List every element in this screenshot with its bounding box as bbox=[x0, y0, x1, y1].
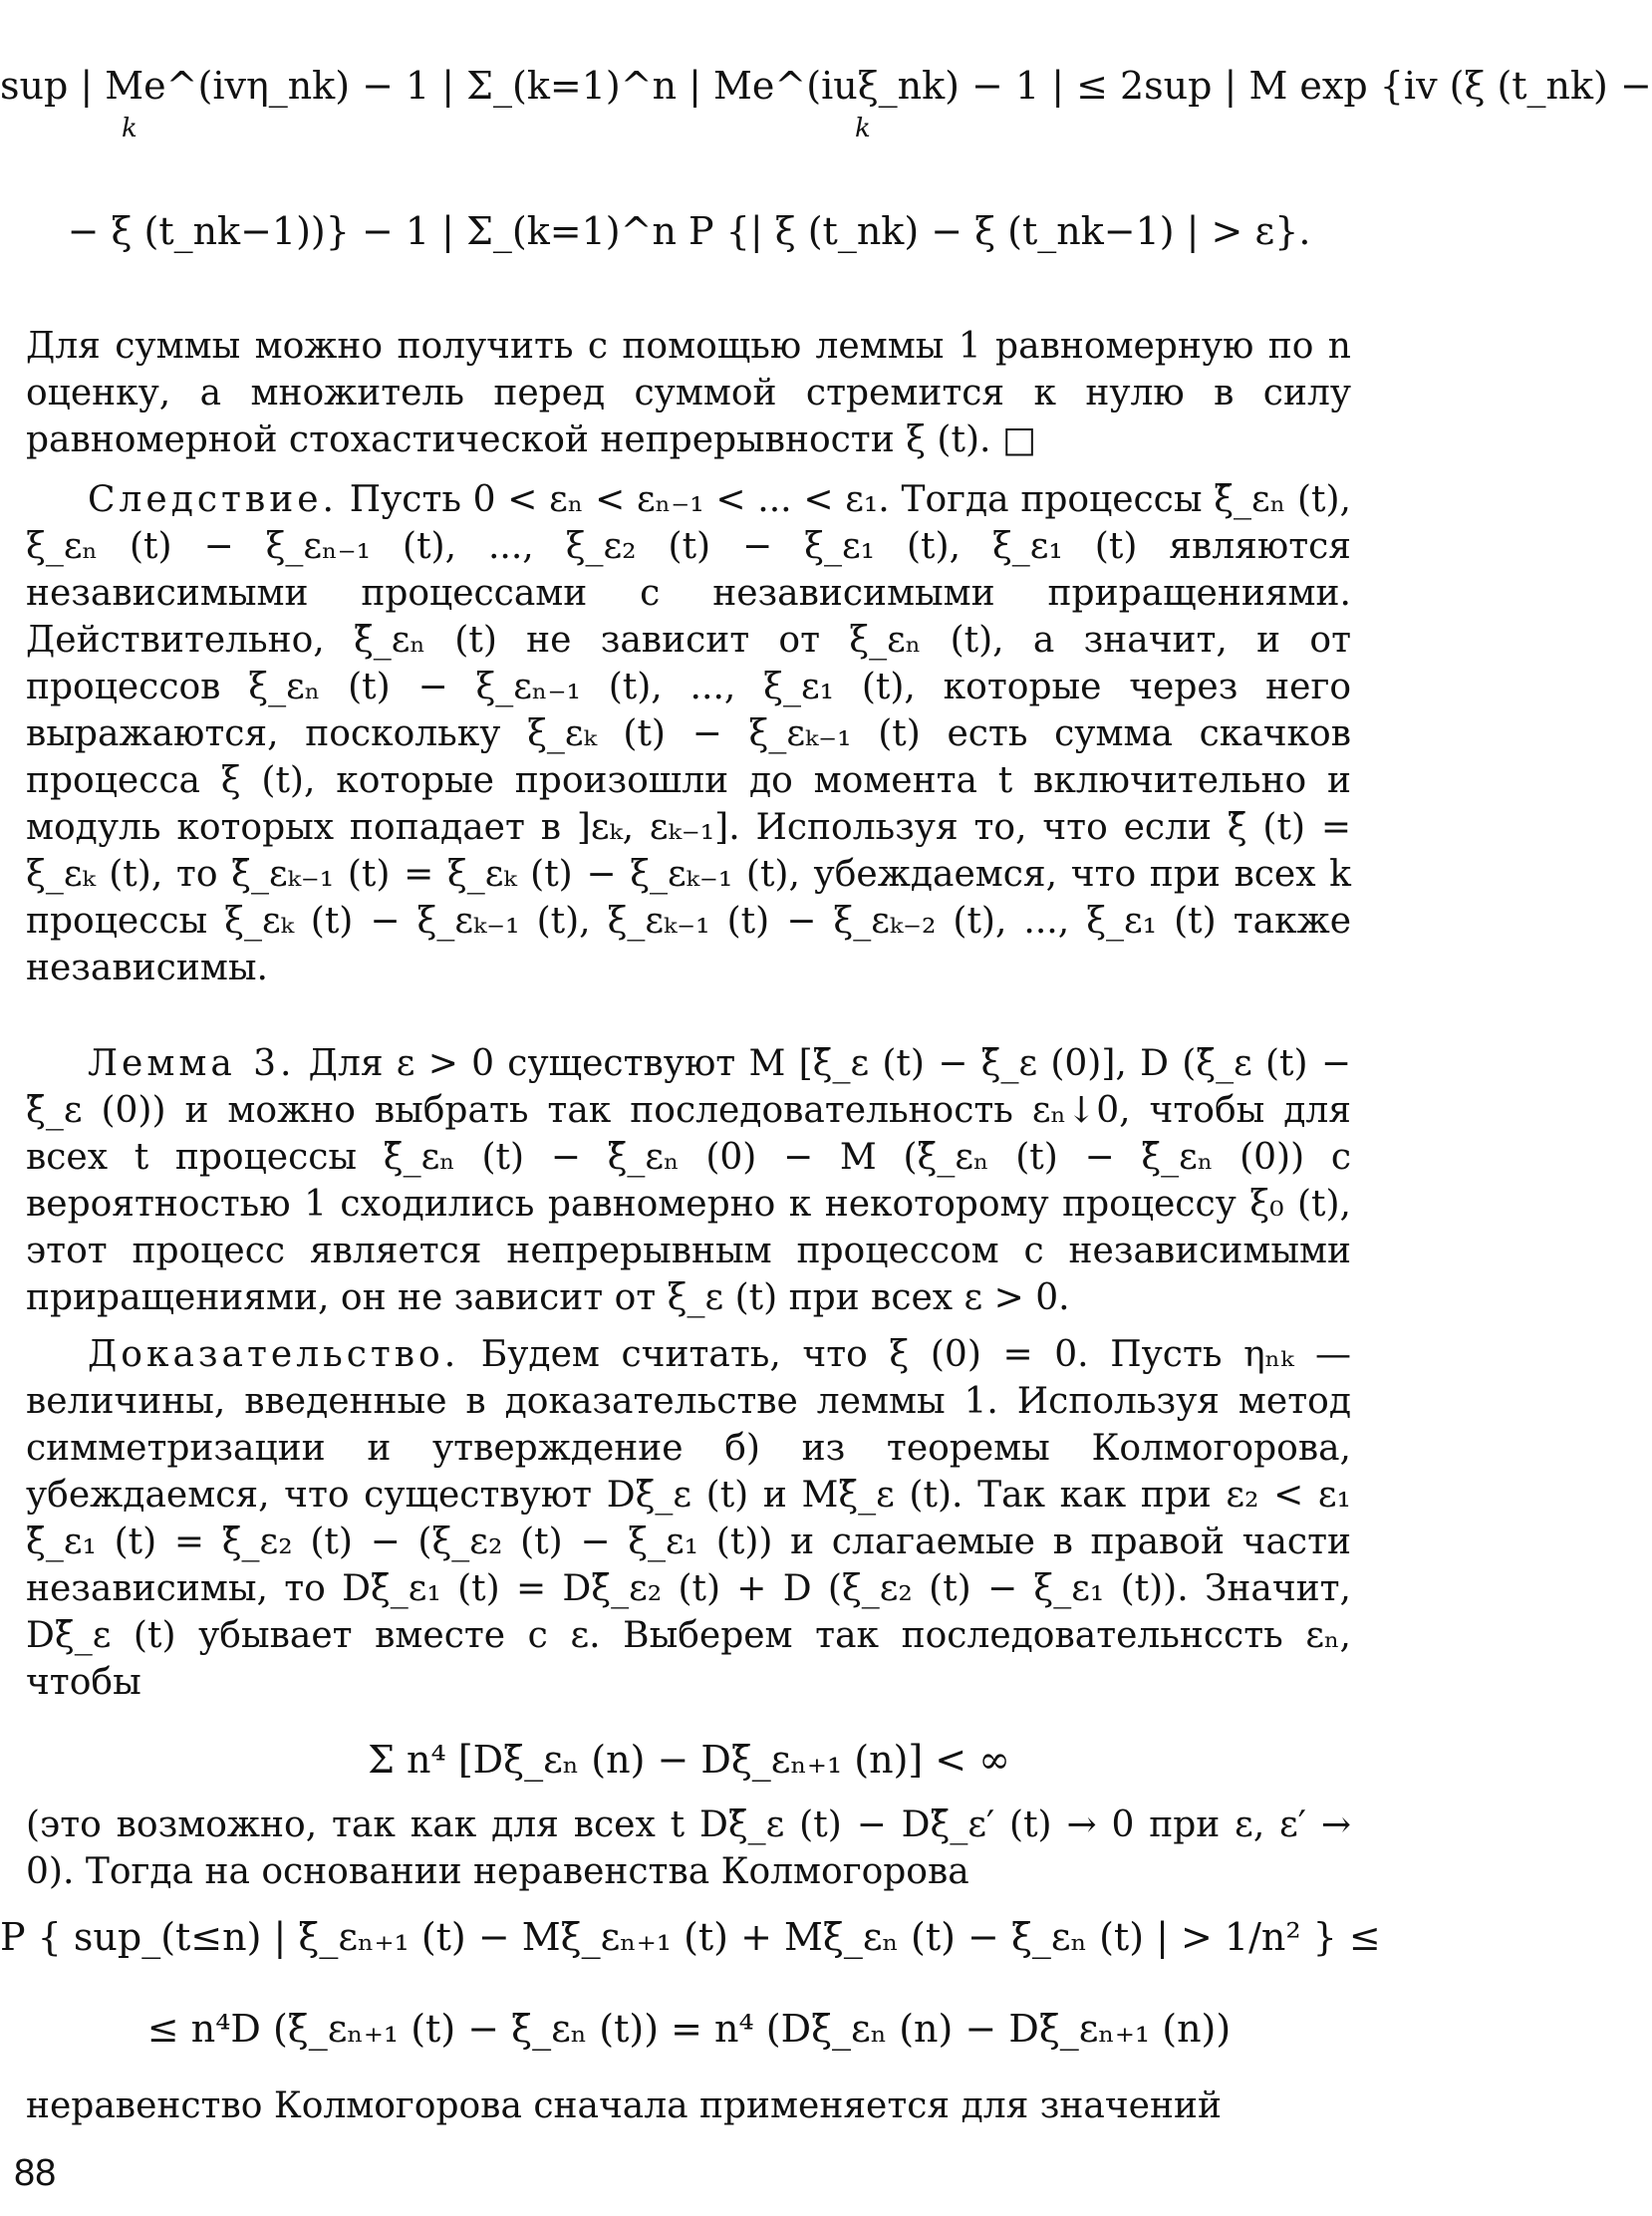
paragraph-lemma-3 bbox=[26, 1040, 1351, 1321]
corollary-text: Пусть 0 < εₙ < εₙ₋₁ < ... < ε₁. Тогда процессы ξ̄_εₙ (t), ξ_εₙ (t) − ξ_εₙ₋₁ (t), ..., ξ_ε₂ (t) − ξ_ε₁ (t), ξ_ε₁ (t) являются независимыми процессами с независимыми приращениями. Действительно, ξ̄_εₙ (t) не зависит от ξ_εₙ (t), а значит, и от процессов ξ_εₙ (t) − ξ_εₙ₋₁ (t), ..., ξ_ε₁ (t), которые через него выражаются, поскольку ξ_εₖ (t) − ξ_εₖ₋₁ (t) есть сумма скачков процесса ξ (t), которые произошли до момента t включительно и модуль которых попадает в ]εₖ, εₖ₋₁]. Используя то, что если ξ̄ (t) = ξ_εₖ (t), то ξ̄_εₖ₋₁ (t) = ξ_εₖ (t) − ξ_εₖ₋₁ (t), убеждаемся, что при всех k процессы ξ_εₖ (t) − ξ_εₖ₋₁ (t), ξ_εₖ₋₁ (t) − ξ_εₖ₋₂ (t), ..., ξ_ε₁ (t) также независимы. bbox=[26, 479, 1351, 988]
formula-series-condition: Σ n⁴ [Dξ̄_εₙ (n) − Dξ̄_εₙ₊₁ (n)] < ∞ bbox=[368, 1738, 1010, 1782]
lemma-3-text: Для ε > 0 существуют M [ξ̄_ε (t) − ξ̄_ε (0)], D (ξ̄_ε (t) − ξ̄_ε (0)) и можно выбрать так последовательность εₙ↓0, чтобы для всех t процессы ξ̄_εₙ (t) − ξ̄_εₙ (0) − M (ξ̄_εₙ (t) − ξ̄_εₙ (0)) с вероятностью 1 сходились равномерно к некоторому процессу ξ₀ (t), этот процесс является непрерывным процессом с независимыми приращениями, он не зависит от ξ_ε (t) при всех ε > 0. bbox=[26, 1043, 1351, 1318]
paragraph-sum-estimate: Для суммы можно получить с помощью леммы 1 равномерную по n оценку, а множитель перед суммой стремится к нулю в силу равномерной стохастической непрерывности ξ (t). □ bbox=[26, 326, 1351, 460]
formula-limit-k-left: k bbox=[122, 114, 138, 143]
lemma-3-heading: Лемма 3. bbox=[88, 1043, 296, 1084]
formula-kolmogorov-probability: P { sup_(t≤n) | ξ̄_εₙ₊₁ (t) − Mξ̄_εₙ₊₁ (t) + Mξ̄_εₙ (t) − ξ̄_εₙ (t) | > 1/n² } ≤ bbox=[0, 1915, 1381, 1959]
proof-heading: Доказательство. bbox=[88, 1334, 460, 1375]
paragraph-possibility-note: (это возможно, так как для всех t Dξ̄_ε (t) − Dξ̄_ε′ (t) → 0 при ε, ε′ → 0). Тогда на основании неравенства Колмогорова bbox=[26, 1804, 1351, 1892]
paragraph-corollary bbox=[26, 476, 1351, 991]
page-number: 88 bbox=[14, 2152, 57, 2194]
formula-kolmogorov-bound: ≤ n⁴D (ξ̄_εₙ₊₁ (t) − ξ̄_εₙ (t)) = n⁴ (Dξ̄_εₙ (n) − Dξ̄_εₙ₊₁ (n)) bbox=[146, 2007, 1232, 2051]
formula-limit-k-right: k bbox=[855, 114, 871, 143]
formula-sup-inequality-line2: − ξ (t_nk−1))} − 1 | Σ_(k=1)^n P {| ξ (t_nk) − ξ (t_nk−1) | > ε}. bbox=[67, 209, 1311, 253]
corollary-heading: Следствие. bbox=[88, 479, 338, 520]
paragraph-kolmogorov-application: неравенство Колмогорова сначала применяется для значений bbox=[26, 2085, 1222, 2126]
formula-sup-inequality-line1: sup | Me^(ivη_nk) − 1 | Σ_(k=1)^n | Me^(iuξ_nk) − 1 | ≤ 2sup | M exp {iv (ξ (t_nk) − bbox=[0, 64, 1652, 108]
proof-text: Будем считать, что ξ (0) = 0. Пусть ηₙₖ — величины, введенные в доказательстве леммы 1. Используя метод симметризации и утверждение б) из теоремы Колмогорова, убеждаемся, что существуют Dξ̄_ε (t) и Mξ̄_ε (t). Так как при ε₂ < ε₁ ξ̄_ε₁ (t) = ξ̄_ε₂ (t) − (ξ_ε₂ (t) − ξ_ε₁ (t)) и слагаемые в правой части независимы, то Dξ̄_ε₁ (t) = Dξ̄_ε₂ (t) + D (ξ_ε₂ (t) − ξ_ε₁ (t)). Значит, Dξ̄_ε (t) убывает вместе с ε. Выберем так последовательнсcть εₙ, чтобы bbox=[26, 1334, 1351, 1703]
paragraph-proof bbox=[26, 1331, 1351, 1706]
